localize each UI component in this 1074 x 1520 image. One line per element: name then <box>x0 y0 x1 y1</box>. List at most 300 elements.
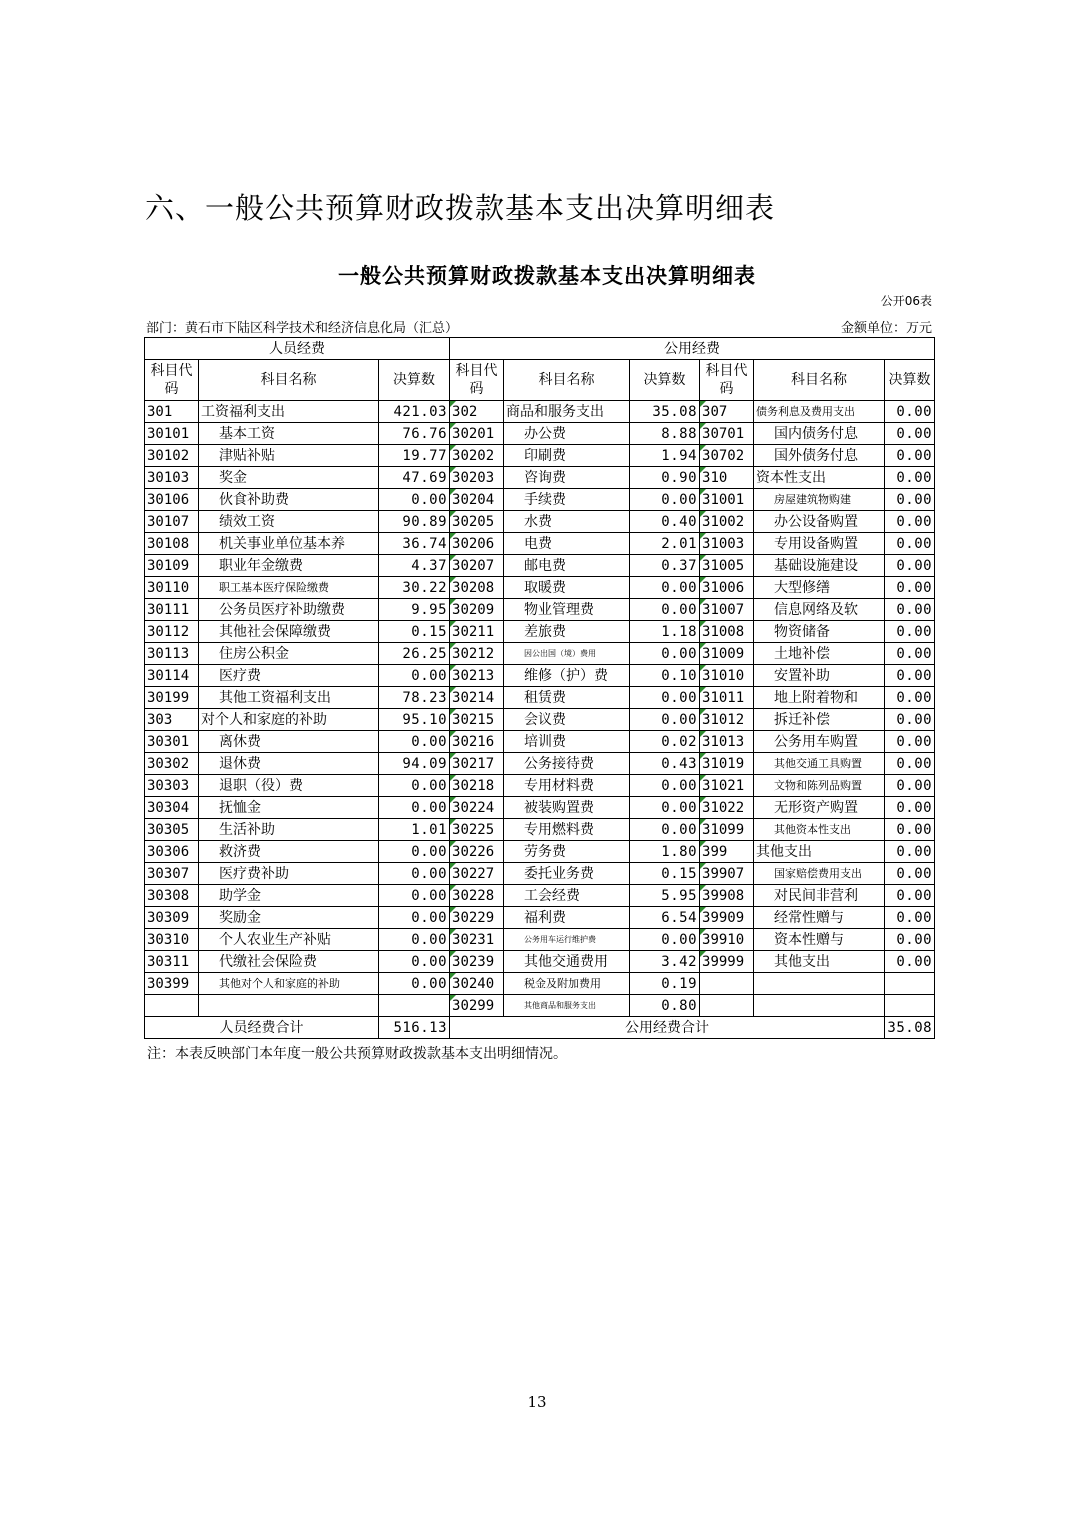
amount-cell: 0.00 <box>885 621 935 643</box>
subject-name-cell: 公务用车购置 <box>754 731 885 753</box>
subject-code-cell <box>700 995 754 1017</box>
amount-cell: 0.00 <box>885 709 935 731</box>
subject-code-cell: 30203 <box>450 467 504 489</box>
subject-code-cell: 30224 <box>450 797 504 819</box>
subject-code-cell: 30214 <box>450 687 504 709</box>
amount-cell: 0.00 <box>630 489 700 511</box>
table-row <box>145 401 935 423</box>
subject-name-cell: 信息网络及软 <box>754 599 885 621</box>
table-row <box>145 797 935 819</box>
amount-cell: 0.40 <box>630 511 700 533</box>
amount-cell: 0.00 <box>885 467 935 489</box>
amount-cell: 0.00 <box>630 929 700 951</box>
subject-code-cell: 30111 <box>145 599 199 621</box>
table-row <box>145 423 935 445</box>
amount-cell: 421.03 <box>379 401 450 423</box>
subject-name-cell: 因公出国（境）费用 <box>504 643 630 665</box>
subject-code-cell: 30207 <box>450 555 504 577</box>
amount-cell: 0.00 <box>379 929 450 951</box>
subject-code-cell: 301 <box>145 401 199 423</box>
subject-code-cell: 30301 <box>145 731 199 753</box>
subject-code-cell: 31001 <box>700 489 754 511</box>
subject-name-cell: 住房公积金 <box>199 643 379 665</box>
amount-cell <box>379 995 450 1017</box>
subject-code-cell: 30218 <box>450 775 504 797</box>
subject-code-cell: 30204 <box>450 489 504 511</box>
subject-code-cell: 30229 <box>450 907 504 929</box>
subject-name-cell: 土地补偿 <box>754 643 885 665</box>
table-row <box>145 511 935 533</box>
amount-cell: 0.00 <box>630 819 700 841</box>
amount-cell: 0.00 <box>379 841 450 863</box>
subject-code-cell: 30702 <box>700 445 754 467</box>
column-header-name: 科目名称 <box>754 360 885 401</box>
amount-cell: 47.69 <box>379 467 450 489</box>
subject-name-cell: 安置补助 <box>754 665 885 687</box>
amount-cell: 0.00 <box>885 643 935 665</box>
amount-cell: 0.00 <box>885 599 935 621</box>
subject-code-cell: 30307 <box>145 863 199 885</box>
subject-code-cell: 30199 <box>145 687 199 709</box>
subject-name-cell: 劳务费 <box>504 841 630 863</box>
subject-name-cell: 奖金 <box>199 467 379 489</box>
subject-code-cell: 30211 <box>450 621 504 643</box>
amount-cell: 0.02 <box>630 731 700 753</box>
subject-name-cell: 专用材料费 <box>504 775 630 797</box>
table-row <box>145 643 935 665</box>
subject-name-cell: 商品和服务支出 <box>504 401 630 423</box>
subject-code-cell: 30228 <box>450 885 504 907</box>
subject-code-cell: 31021 <box>700 775 754 797</box>
subject-name-cell: 资本性支出 <box>754 467 885 489</box>
subject-name-cell: 租赁费 <box>504 687 630 709</box>
table-row <box>145 621 935 643</box>
subject-name-cell: 培训费 <box>504 731 630 753</box>
unit-label: 金额单位：万元 <box>840 321 932 336</box>
amount-cell: 9.95 <box>379 599 450 621</box>
subject-name-cell: 绩效工资 <box>199 511 379 533</box>
amount-cell: 0.00 <box>885 687 935 709</box>
subject-code-cell: 30217 <box>450 753 504 775</box>
subject-name-cell: 文物和陈列品购置 <box>754 775 885 797</box>
subject-code-cell: 31013 <box>700 731 754 753</box>
subject-name-cell: 被装购置费 <box>504 797 630 819</box>
subject-code-cell: 310 <box>700 467 754 489</box>
amount-cell: 0.00 <box>630 687 700 709</box>
subject-name-cell: 公务接待费 <box>504 753 630 775</box>
amount-cell: 0.00 <box>885 577 935 599</box>
subject-code-cell: 30206 <box>450 533 504 555</box>
subject-name-cell: 其他对个人和家庭的补助 <box>199 973 379 995</box>
subject-code-cell: 30106 <box>145 489 199 511</box>
subject-name-cell: 福利费 <box>504 907 630 929</box>
subject-name-cell: 房屋建筑物购建 <box>754 489 885 511</box>
amount-cell: 0.00 <box>379 489 450 511</box>
amount-cell: 0.00 <box>885 819 935 841</box>
table-row <box>145 753 935 775</box>
subject-code-cell: 30216 <box>450 731 504 753</box>
table-row <box>145 709 935 731</box>
amount-cell: 1.94 <box>630 445 700 467</box>
subject-name-cell: 退休费 <box>199 753 379 775</box>
subject-code-cell: 30109 <box>145 555 199 577</box>
amount-cell: 0.00 <box>630 599 700 621</box>
subject-name-cell: 水费 <box>504 511 630 533</box>
table-row <box>145 995 935 1017</box>
amount-cell: 0.00 <box>630 709 700 731</box>
amount-cell: 0.00 <box>885 775 935 797</box>
subject-code-cell: 31009 <box>700 643 754 665</box>
subject-name-cell: 国家赔偿费用支出 <box>754 863 885 885</box>
subject-name-cell: 咨询费 <box>504 467 630 489</box>
subject-name-cell: 对民间非营利 <box>754 885 885 907</box>
subject-code-cell: 31012 <box>700 709 754 731</box>
subject-code-cell: 30103 <box>145 467 199 489</box>
amount-cell: 0.00 <box>885 929 935 951</box>
subject-name-cell: 职业年金缴费 <box>199 555 379 577</box>
amount-cell: 0.00 <box>885 665 935 687</box>
subject-name-cell: 税金及附加费用 <box>504 973 630 995</box>
amount-cell: 30.22 <box>379 577 450 599</box>
subject-code-cell: 31010 <box>700 665 754 687</box>
column-header-amount: 决算数 <box>630 360 700 401</box>
amount-cell: 0.00 <box>379 863 450 885</box>
table-row <box>145 885 935 907</box>
table-row <box>145 577 935 599</box>
personnel-total-label: 人员经费合计 <box>145 1017 379 1039</box>
amount-cell: 0.37 <box>630 555 700 577</box>
department-label: 部门：黄石市下陆区科学技术和经济信息化局（汇总） <box>146 321 459 336</box>
amount-cell: 0.00 <box>885 445 935 467</box>
subject-code-cell: 39999 <box>700 951 754 973</box>
amount-cell: 0.00 <box>630 775 700 797</box>
subject-code-cell: 30213 <box>450 665 504 687</box>
subject-name-cell: 国外债务付息 <box>754 445 885 467</box>
subject-code-cell: 30205 <box>450 511 504 533</box>
amount-cell: 35.08 <box>630 401 700 423</box>
table-row <box>145 863 935 885</box>
subject-name-cell: 公务用车运行维护费 <box>504 929 630 951</box>
subject-name-cell: 债务利息及费用支出 <box>754 401 885 423</box>
subject-name-cell: 办公设备购置 <box>754 511 885 533</box>
subject-name-cell: 职工基本医疗保险缴费 <box>199 577 379 599</box>
subject-code-cell: 30399 <box>145 973 199 995</box>
subject-code-cell: 30215 <box>450 709 504 731</box>
table-title: 一般公共预算财政拨款基本支出决算明细表 <box>338 264 756 288</box>
subject-code-cell: 31099 <box>700 819 754 841</box>
subject-name-cell: 专用燃料费 <box>504 819 630 841</box>
subject-name-cell: 生活补助 <box>199 819 379 841</box>
table-row <box>145 841 935 863</box>
amount-cell <box>885 973 935 995</box>
subject-name-cell: 电费 <box>504 533 630 555</box>
subject-name-cell <box>754 973 885 995</box>
subject-code-cell: 30304 <box>145 797 199 819</box>
subject-name-cell: 其他商品和服务支出 <box>504 995 630 1017</box>
amount-cell: 0.00 <box>379 951 450 973</box>
amount-cell: 8.88 <box>630 423 700 445</box>
amount-cell: 0.15 <box>630 863 700 885</box>
subject-name-cell: 物资储备 <box>754 621 885 643</box>
subject-name-cell: 无形资产购置 <box>754 797 885 819</box>
subject-name-cell: 公务员医疗补助缴费 <box>199 599 379 621</box>
subject-code-cell: 39908 <box>700 885 754 907</box>
public-group-header: 公用经费 <box>450 338 935 360</box>
table-row <box>145 929 935 951</box>
subject-code-cell: 303 <box>145 709 199 731</box>
subject-code-cell: 30240 <box>450 973 504 995</box>
subject-name-cell: 其他支出 <box>754 841 885 863</box>
subject-code-cell: 30226 <box>450 841 504 863</box>
table-row <box>145 907 935 929</box>
column-header-name: 科目名称 <box>199 360 379 401</box>
subject-code-cell: 31003 <box>700 533 754 555</box>
subject-name-cell: 委托业务费 <box>504 863 630 885</box>
subject-code-cell: 30310 <box>145 929 199 951</box>
subject-name-cell: 国内债务付息 <box>754 423 885 445</box>
amount-cell: 0.00 <box>630 577 700 599</box>
column-header-code: 科目代码 <box>450 360 504 401</box>
table-note: 注：本表反映部门本年度一般公共预算财政拨款基本支出明细情况。 <box>147 1046 567 1062</box>
amount-cell <box>885 995 935 1017</box>
subject-code-cell: 30201 <box>450 423 504 445</box>
subject-name-cell: 会议费 <box>504 709 630 731</box>
subject-code-cell: 30202 <box>450 445 504 467</box>
amount-cell: 0.00 <box>885 489 935 511</box>
column-header-code: 科目代码 <box>700 360 754 401</box>
amount-cell: 0.43 <box>630 753 700 775</box>
subject-code-cell: 31022 <box>700 797 754 819</box>
amount-cell: 0.00 <box>885 511 935 533</box>
amount-cell: 0.00 <box>885 863 935 885</box>
subject-name-cell: 助学金 <box>199 885 379 907</box>
subject-name-cell: 离休费 <box>199 731 379 753</box>
subject-code-cell: 30303 <box>145 775 199 797</box>
amount-cell: 0.00 <box>885 423 935 445</box>
subject-name-cell: 工会经费 <box>504 885 630 907</box>
personnel-group-header: 人员经费 <box>145 338 450 360</box>
subject-code-cell: 31007 <box>700 599 754 621</box>
amount-cell: 0.00 <box>379 907 450 929</box>
table-row <box>145 555 935 577</box>
amount-cell: 0.00 <box>885 533 935 555</box>
subject-name-cell: 维修（护）费 <box>504 665 630 687</box>
table-row <box>145 599 935 621</box>
page-number: 13 <box>527 1393 547 1411</box>
subject-name-cell: 抚恤金 <box>199 797 379 819</box>
amount-cell: 1.18 <box>630 621 700 643</box>
subject-name-cell: 基础设施建设 <box>754 555 885 577</box>
amount-cell: 76.76 <box>379 423 450 445</box>
subject-name-cell: 奖励金 <box>199 907 379 929</box>
subject-code-cell: 30311 <box>145 951 199 973</box>
subject-name-cell: 救济费 <box>199 841 379 863</box>
amount-cell: 6.54 <box>630 907 700 929</box>
subject-name-cell: 其他社会保障缴费 <box>199 621 379 643</box>
subject-name-cell: 地上附着物和 <box>754 687 885 709</box>
subject-code-cell: 31002 <box>700 511 754 533</box>
amount-cell: 0.00 <box>630 797 700 819</box>
subject-code-cell: 307 <box>700 401 754 423</box>
subject-code-cell: 39910 <box>700 929 754 951</box>
subject-code-cell: 399 <box>700 841 754 863</box>
public-total-value: 35.08 <box>885 1017 935 1039</box>
amount-cell: 26.25 <box>379 643 450 665</box>
amount-cell: 0.00 <box>885 401 935 423</box>
subject-code-cell: 30308 <box>145 885 199 907</box>
subject-name-cell: 代缴社会保险费 <box>199 951 379 973</box>
subject-name-cell: 经常性赠与 <box>754 907 885 929</box>
subject-code-cell: 30112 <box>145 621 199 643</box>
subject-code-cell <box>145 995 199 1017</box>
subject-name-cell: 专用设备购置 <box>754 533 885 555</box>
subject-name-cell: 退职（役）费 <box>199 775 379 797</box>
subject-code-cell: 30101 <box>145 423 199 445</box>
column-header-amount: 决算数 <box>379 360 450 401</box>
subject-code-cell: 31005 <box>700 555 754 577</box>
table-row <box>145 819 935 841</box>
column-header-amount: 决算数 <box>885 360 935 401</box>
subject-name-cell: 其他资本性支出 <box>754 819 885 841</box>
subject-name-cell: 津贴补贴 <box>199 445 379 467</box>
amount-cell: 0.00 <box>379 665 450 687</box>
subject-code-cell: 30212 <box>450 643 504 665</box>
subject-code-cell: 30209 <box>450 599 504 621</box>
table-row <box>145 467 935 489</box>
subject-code-cell: 31011 <box>700 687 754 709</box>
subject-name-cell <box>754 995 885 1017</box>
subject-name-cell: 医疗费补助 <box>199 863 379 885</box>
subject-code-cell: 30108 <box>145 533 199 555</box>
subject-code-cell: 30231 <box>450 929 504 951</box>
subject-code-cell: 39907 <box>700 863 754 885</box>
expenditure-detail-table <box>144 337 935 1039</box>
amount-cell: 0.00 <box>885 885 935 907</box>
table-row <box>145 687 935 709</box>
subject-code-cell: 30208 <box>450 577 504 599</box>
subject-name-cell: 其他支出 <box>754 951 885 973</box>
subject-name-cell: 工资福利支出 <box>199 401 379 423</box>
subject-code-cell: 31006 <box>700 577 754 599</box>
table-row <box>145 445 935 467</box>
amount-cell: 4.37 <box>379 555 450 577</box>
subject-code-cell: 302 <box>450 401 504 423</box>
column-header-code: 科目代码 <box>145 360 199 401</box>
amount-cell: 1.80 <box>630 841 700 863</box>
subject-code-cell: 31019 <box>700 753 754 775</box>
table-row <box>145 973 935 995</box>
amount-cell: 0.90 <box>630 467 700 489</box>
amount-cell: 90.89 <box>379 511 450 533</box>
amount-cell: 0.19 <box>630 973 700 995</box>
amount-cell: 0.80 <box>630 995 700 1017</box>
subject-name-cell <box>199 995 379 1017</box>
subject-name-cell: 手续费 <box>504 489 630 511</box>
subject-code-cell: 30239 <box>450 951 504 973</box>
subject-code-cell: 30309 <box>145 907 199 929</box>
public-total-label: 公用经费合计 <box>450 1017 885 1039</box>
amount-cell: 1.01 <box>379 819 450 841</box>
form-number: 公开06表 <box>880 294 932 308</box>
subject-name-cell: 差旅费 <box>504 621 630 643</box>
amount-cell: 3.42 <box>630 951 700 973</box>
amount-cell: 5.95 <box>630 885 700 907</box>
amount-cell: 0.00 <box>885 797 935 819</box>
subject-code-cell: 30701 <box>700 423 754 445</box>
table-row <box>145 731 935 753</box>
subject-code-cell: 30305 <box>145 819 199 841</box>
amount-cell: 2.01 <box>630 533 700 555</box>
subject-name-cell: 物业管理费 <box>504 599 630 621</box>
column-header-name: 科目名称 <box>504 360 630 401</box>
amount-cell: 0.00 <box>379 731 450 753</box>
table-row <box>145 489 935 511</box>
table-row <box>145 951 935 973</box>
subject-code-cell: 30299 <box>450 995 504 1017</box>
subject-name-cell: 机关事业单位基本养 <box>199 533 379 555</box>
subject-code-cell: 30107 <box>145 511 199 533</box>
subject-name-cell: 取暖费 <box>504 577 630 599</box>
table-row <box>145 775 935 797</box>
subject-name-cell: 拆迁补偿 <box>754 709 885 731</box>
subject-code-cell: 31008 <box>700 621 754 643</box>
subject-name-cell: 对个人和家庭的补助 <box>199 709 379 731</box>
amount-cell: 36.74 <box>379 533 450 555</box>
amount-cell: 0.00 <box>630 643 700 665</box>
subject-name-cell: 邮电费 <box>504 555 630 577</box>
subject-name-cell: 大型修缮 <box>754 577 885 599</box>
amount-cell: 0.00 <box>885 731 935 753</box>
amount-cell: 0.00 <box>885 951 935 973</box>
subject-code-cell: 30110 <box>145 577 199 599</box>
subject-code-cell: 30114 <box>145 665 199 687</box>
subject-code-cell: 30306 <box>145 841 199 863</box>
amount-cell: 0.10 <box>630 665 700 687</box>
amount-cell: 78.23 <box>379 687 450 709</box>
subject-name-cell: 医疗费 <box>199 665 379 687</box>
amount-cell: 94.09 <box>379 753 450 775</box>
amount-cell: 19.77 <box>379 445 450 467</box>
amount-cell: 0.00 <box>379 775 450 797</box>
subject-name-cell: 办公费 <box>504 423 630 445</box>
table-row <box>145 533 935 555</box>
subject-name-cell: 资本性赠与 <box>754 929 885 951</box>
subject-code-cell: 39909 <box>700 907 754 929</box>
amount-cell: 0.15 <box>379 621 450 643</box>
subject-code-cell: 30225 <box>450 819 504 841</box>
amount-cell: 0.00 <box>379 797 450 819</box>
subject-code-cell: 30227 <box>450 863 504 885</box>
subject-name-cell: 个人农业生产补贴 <box>199 929 379 951</box>
amount-cell: 0.00 <box>379 885 450 907</box>
amount-cell: 0.00 <box>885 753 935 775</box>
personnel-total-value: 516.13 <box>379 1017 450 1039</box>
subject-code-cell: 30113 <box>145 643 199 665</box>
amount-cell: 95.10 <box>379 709 450 731</box>
subject-code-cell: 30302 <box>145 753 199 775</box>
section-heading: 六、一般公共预算财政拨款基本支出决算明细表 <box>145 191 776 225</box>
subject-code-cell <box>700 973 754 995</box>
table-row <box>145 665 935 687</box>
subject-name-cell: 伙食补助费 <box>199 489 379 511</box>
amount-cell: 0.00 <box>885 841 935 863</box>
subject-name-cell: 其他交通工具购置 <box>754 753 885 775</box>
amount-cell: 0.00 <box>885 907 935 929</box>
amount-cell: 0.00 <box>379 973 450 995</box>
subject-name-cell: 印刷费 <box>504 445 630 467</box>
subject-name-cell: 其他交通费用 <box>504 951 630 973</box>
amount-cell: 0.00 <box>885 555 935 577</box>
